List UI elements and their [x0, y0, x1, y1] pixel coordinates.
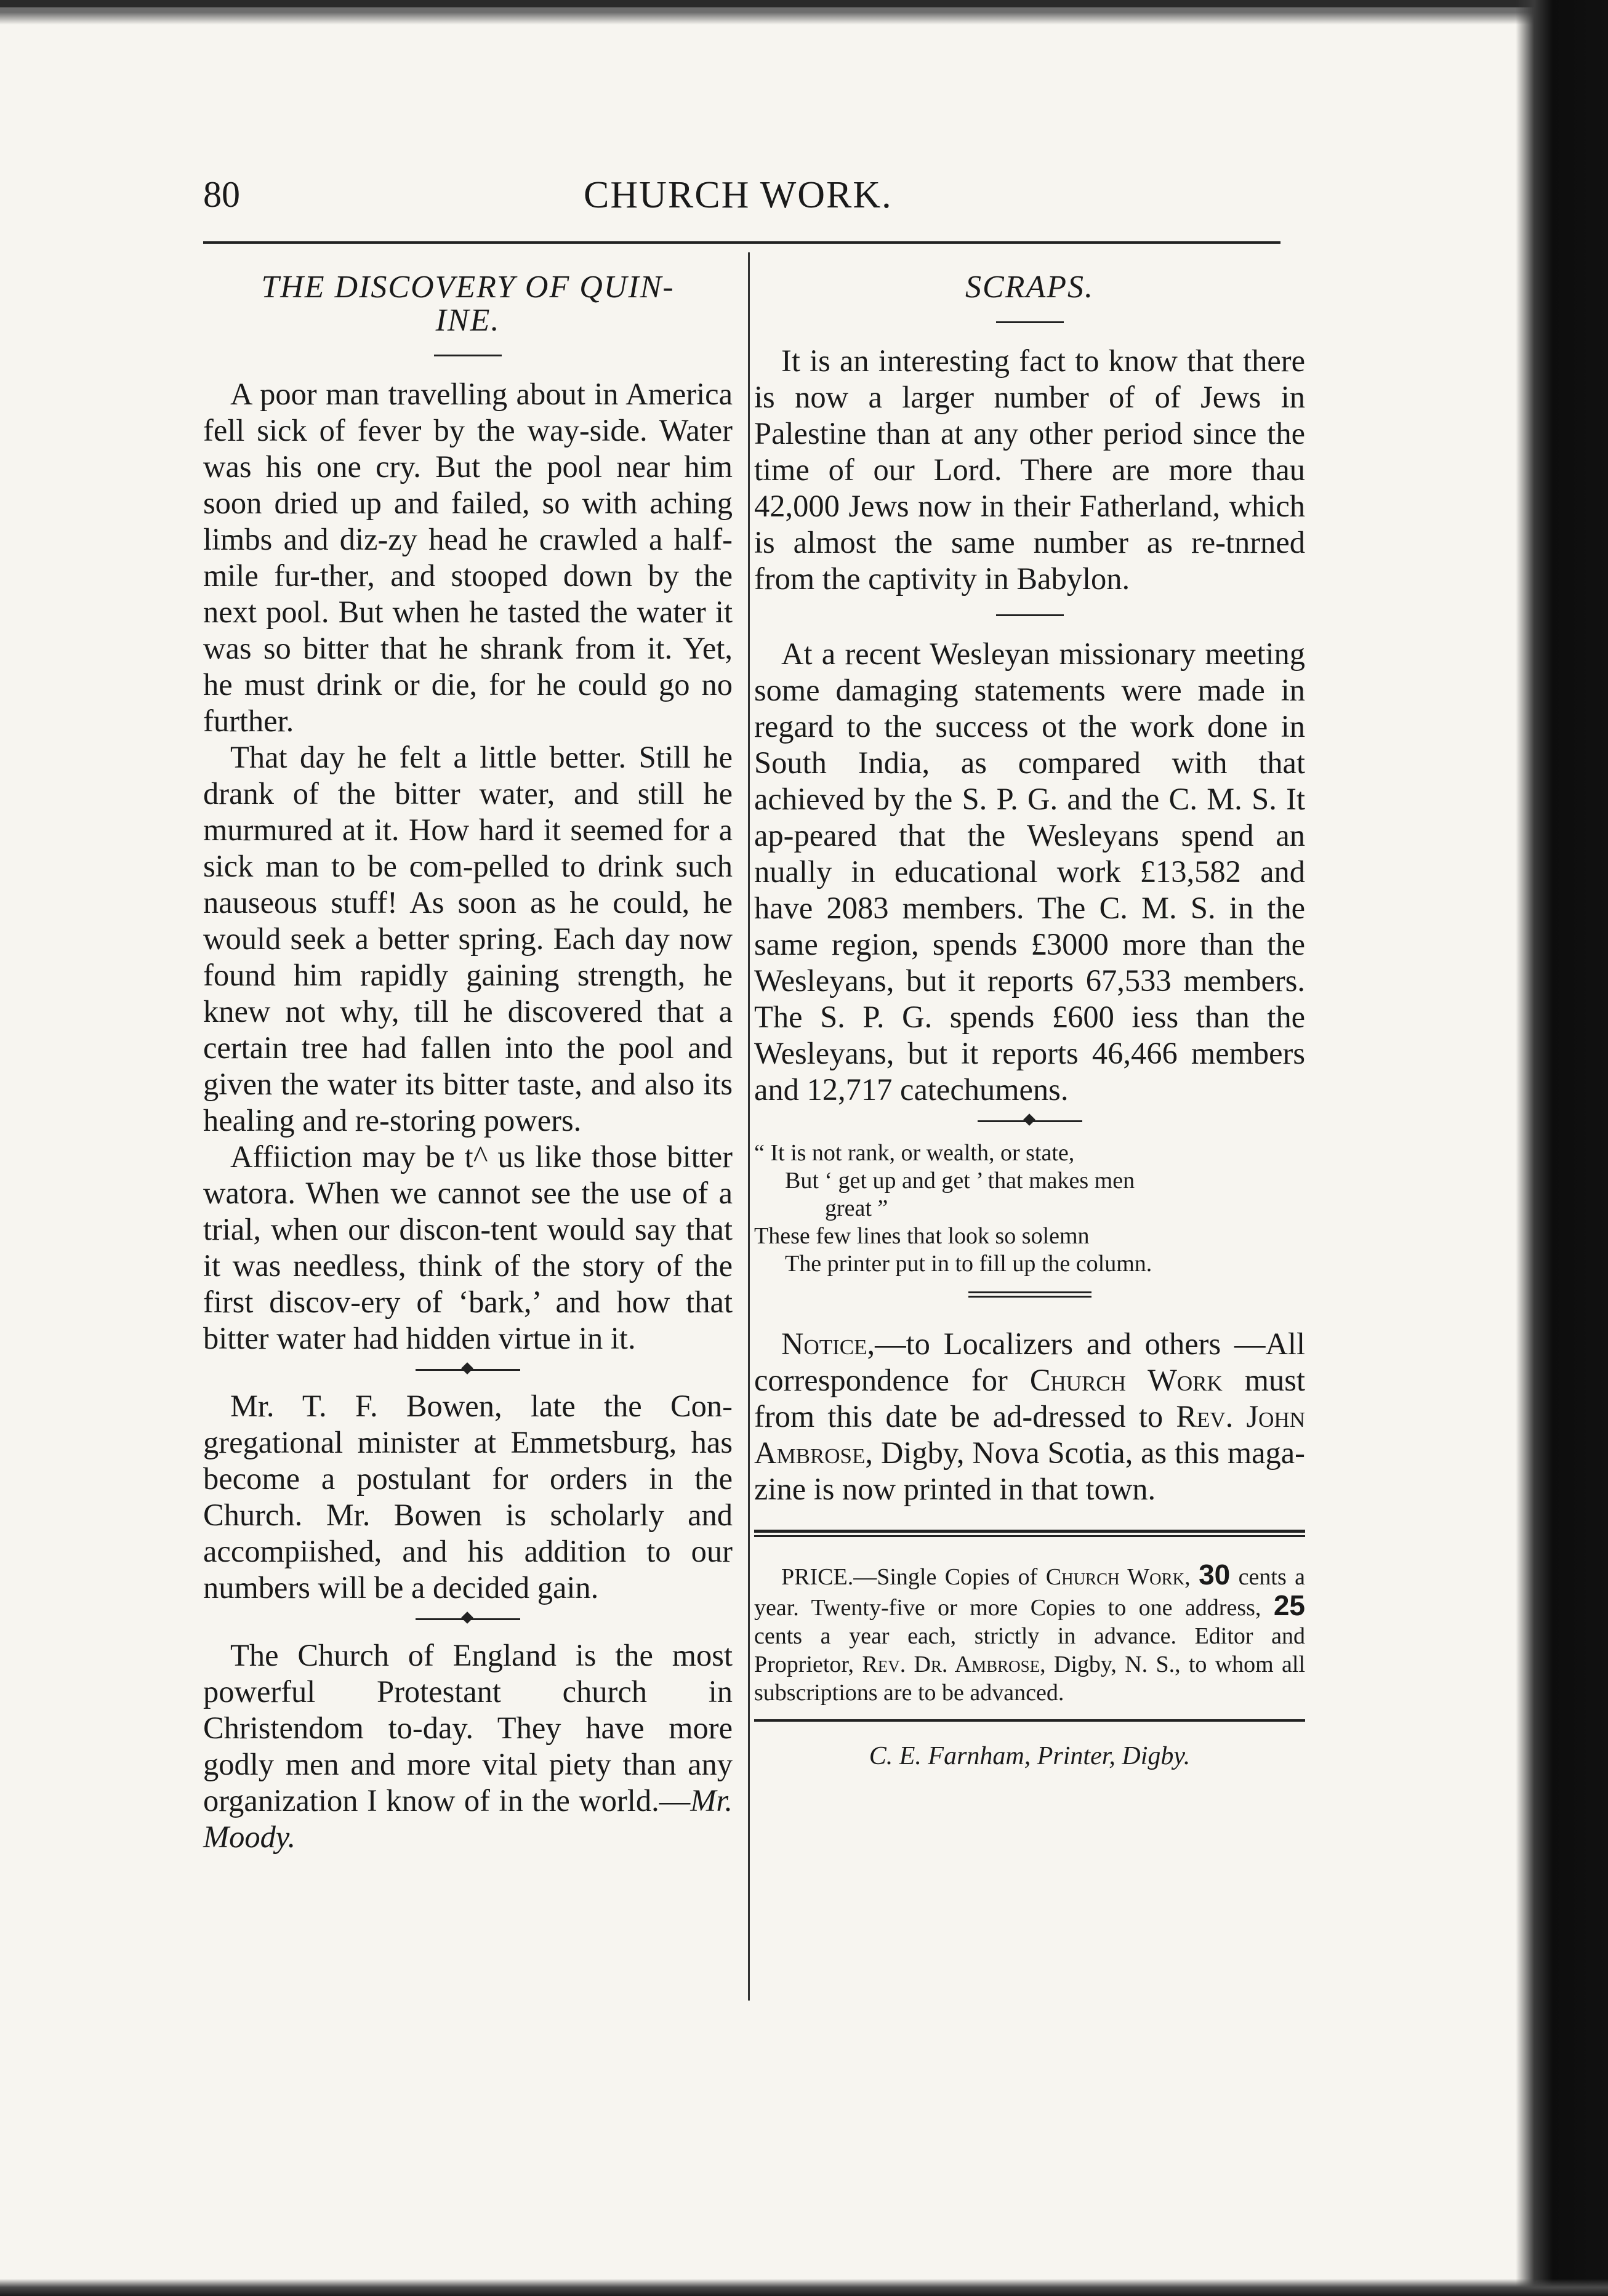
price-rev: Rev. Dr. Ambrose,: [862, 1652, 1046, 1677]
verse-line: But ‘ get up and get ’ that makes men: [785, 1168, 1135, 1194]
verse-line: great ”: [825, 1195, 888, 1221]
bowen-paragraph: Mr. T. F. Bowen, late the Con-gregational minister at Emmetsburg, has become a postulant for orders in the Church. Mr. Bowen is scholarly and accompiished, and his addition to our numbers will be a decided gain.: [203, 1389, 733, 1605]
price-text: cents a year each, strictly in advance. Editor and Proprietor,: [754, 1623, 1305, 1677]
notice-lead: Notice,: [781, 1327, 875, 1361]
price-church-work: Church Work,: [1045, 1564, 1191, 1590]
scan-edge-right: [1516, 0, 1608, 2296]
page-header: [203, 174, 1280, 223]
scan-edge-bottom: [0, 2279, 1608, 2296]
double-rule: [968, 1291, 1091, 1298]
left-column: [203, 271, 733, 1855]
article-title-line1: THE DISCOVERY OF QUIN-: [261, 270, 675, 305]
notice-text: Digby, Nova Scotia, as this maga-zine is now printed in that town.: [754, 1435, 1305, 1506]
church-paragraph: [203, 1637, 733, 1855]
notice-paragraph: [754, 1326, 1305, 1507]
price-text: Digby, N. S., to whom all subscriptions are to be advanced.: [754, 1652, 1305, 1706]
notice-rev: Rev. John Ambrose,: [754, 1399, 1305, 1470]
scrap-paragraph: It is an interesting fact to know that there is now a larger number of of Jews in Palestine than at any other period since the time of our Lord. There are more thau 42,000 Jews now in their Fatherland, which is almost the same number as re-tnrned from the captivity in Babylon.: [754, 343, 1305, 596]
running-title: CHURCH WORK.: [584, 174, 893, 216]
verse: [754, 1139, 1305, 1278]
scrap-paragraph: At a recent Wesleyan missionary meeting some damaging statements were made in regard to the success ot the work done in South India, as compared with that achieved by the S. P. G. and the C. M. S. It ap-peared that the Wesleyans spend an nually in educational work £13,582 and have 2083 members. The C. M. S. in the same region, spends £3000 more than the Wesleyans, but it reports 67,533 members. The S. P. G. spends £600 iess than the Wesleyans, but it reports 46,466 members and 12,717 catechumens.: [754, 636, 1305, 1107]
notice-text: —to Localizers and others —All correspondence for: [754, 1327, 1305, 1397]
price-paragraph: [754, 1560, 1305, 1707]
thin-rule: [754, 1719, 1305, 1722]
price-text: PRICE.—Single Copies of: [781, 1564, 1046, 1590]
header-rule: [203, 241, 1280, 244]
price-text: cents a year. Twenty-five or more Copies to one address,: [754, 1564, 1305, 1621]
verse-line: The printer put in to fill up the column.: [785, 1251, 1152, 1277]
scan-edge-top: [0, 0, 1608, 25]
section-rule: [996, 321, 1064, 323]
article-paragraph: That day he felt a little better. Still he drank of the bitter water, and still he murmured at it. How hard it seemed for a sick man to be com-pelled to drink such nauseous stuff! As soon as he could, he would seek a better spring. Each day now found him rapidly gaining strength, he knew not why, till he discovered that a certain tree had fallen into the pool and given the water its bitter taste, and also its healing and re-storing powers.: [203, 740, 733, 1138]
article-paragraph: Affiiction may be t^ us like those bitter watora. When we cannot see the use of a trial, when our discon-tent would say that it was needless, think of the story of the first discov-ery of ‘bark,’ and how that bitter water had hidden virtue in it.: [203, 1139, 733, 1355]
church-text: The Church of England is the most powerful Protestant church in Christendom to-day. They have more godly men and more vital piety than any organization I know of in the world.—: [203, 1638, 733, 1818]
column-divider: [748, 252, 750, 2001]
price-25: 25: [1273, 1589, 1305, 1621]
article-paragraph: A poor man travelling about in America fell sick of fever by the way-side. Water was his one cry. But the pool near him soon dried up and failed, so with aching limbs and diz-zy head he crawled a half-mile fur-ther, and stooped down by the next pool. But when he tasted the water it was so bitter that he shrank from it. Yet, he must drink or die, for he could go no further.: [203, 377, 733, 738]
section-rule: [996, 614, 1064, 616]
attribution: Mr. Moody.: [203, 1783, 733, 1854]
thick-double-rule: [754, 1530, 1305, 1537]
ornament-rule: [416, 1369, 520, 1371]
verse-line: These few lines that look so solemn: [754, 1223, 1090, 1249]
article-title-line2: INE.: [435, 303, 500, 338]
price-30: 30: [1199, 1559, 1231, 1591]
printer-imprint: C. E. Farnham, Printer, Digby.: [869, 1742, 1191, 1770]
page-number: 80: [203, 174, 240, 215]
right-column: [754, 271, 1305, 1771]
scraps-title: SCRAPS.: [965, 270, 1094, 305]
ornament-rule: [978, 1120, 1082, 1122]
article-title: [203, 271, 733, 337]
ornament-rule: [416, 1618, 520, 1620]
notice-church-work: Church Work: [1029, 1363, 1223, 1397]
verse-line: “ It is not rank, or wealth, or state,: [754, 1140, 1075, 1166]
notice-text: must from this date be ad-dressed to: [754, 1363, 1305, 1434]
section-rule: [434, 355, 502, 356]
